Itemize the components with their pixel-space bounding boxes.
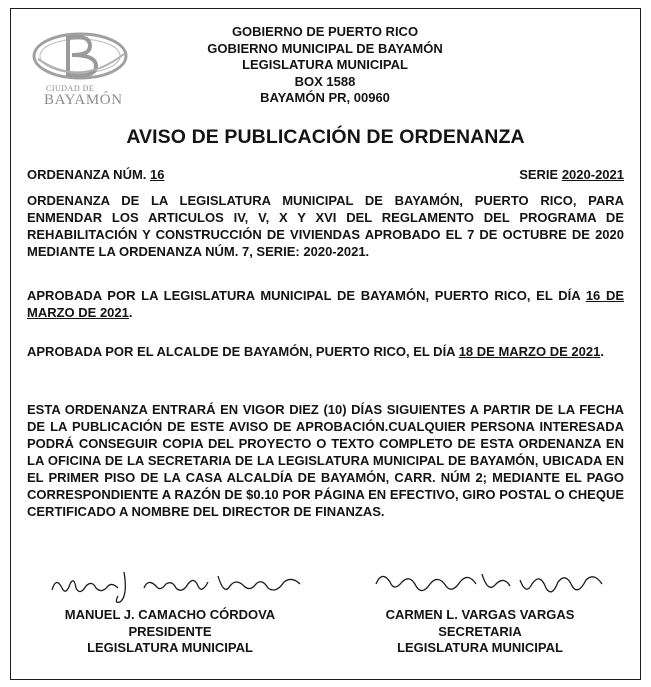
legislature-approval-end: . xyxy=(128,305,133,320)
secretary-role: SECRETARIA xyxy=(438,623,522,639)
president-handwritten-signature xyxy=(48,566,308,606)
logo-caption-small: CIUDAD DE xyxy=(46,84,95,93)
president-role: PRESIDENTE xyxy=(128,623,212,639)
ordinance-number-value: 16 xyxy=(150,167,165,182)
legislature-approval-date: 16 DE MARZO DE 2021 xyxy=(27,288,625,320)
secretary-name: CARMEN L. VARGAS VARGAS xyxy=(385,607,575,622)
header-line-4: BOX 1588 xyxy=(294,73,356,89)
ordinance-series-value: 2020-2021 xyxy=(561,167,624,182)
mayor-approval-end: . xyxy=(600,344,604,359)
secretary-handwritten-signature xyxy=(370,566,610,606)
secretary-signature-block xyxy=(350,607,610,657)
ordinance-number-label: ORDENANZA NÚM. xyxy=(27,167,151,182)
legislature-approval-text: APROBADA POR LA LEGISLATURA MUNICIPAL DE BAYAMÓN, PUERTO RICO, EL DÍA xyxy=(27,288,586,303)
header-line-5: BAYAMÓN PR, 00960 xyxy=(260,90,390,106)
mayor-approval xyxy=(27,343,624,360)
ordinance-series-label: SERIE xyxy=(519,167,562,182)
president-signature-block xyxy=(40,607,300,657)
ordinance-description: ORDENANZA DE LA LEGISLATURA MUNICIPAL DE BAYAMÓN, PUERTO RICO, PARA ENMENDAR LOS ARTICULOS IV, V, X Y XVI DEL REGLAMENTO DEL PROGRAMA DE REHABILITACIÓN Y CONSTRUCCIÓN DE VIVIENDAS APROBADO EL 7 DE OCTUBRE DE 2020 MEDIANTE LA ORDENANZA NÚM. 7, SERIE: 2020-2021. xyxy=(27,193,624,259)
notice-title: AVISO DE PUBLICACIÓN DE ORDENANZA xyxy=(126,126,525,148)
letterhead xyxy=(175,24,475,107)
mayor-approval-date: 18 DE MARZO DE 2021 xyxy=(458,344,601,359)
header-line-2: GOBIERNO MUNICIPAL DE BAYAMÓN xyxy=(207,40,443,56)
mayor-approval-text: APROBADA POR EL ALCALDE DE BAYAMÓN, PUERTO RICO, EL DÍA xyxy=(27,344,459,359)
header-line-3: LEGISLATURA MUNICIPAL xyxy=(242,57,408,73)
header-line-1: GOBIERNO DE PUERTO RICO xyxy=(231,24,419,39)
secretary-body: LEGISLATURA MUNICIPAL xyxy=(397,640,563,655)
effective-date-and-copies: ESTA ORDENANZA ENTRARÁ EN VIGOR DIEZ (10) DÍAS SIGUIENTES A PARTIR DE LA FECHA DE LA PUBLICACIÓN DE ESTE AVISO DE APROBACIÓN.CUALQUIER PERSONA INTERESADA PODRÁ CONSEGUIR COPIA DEL PROYECTO O TEXTO COMPLETO DE ESTA ORDENANZA EN LA OFICINA DE LA SECRETARIA DE LA LEGISLATURA MUNICIPAL DE BAYAMÓN, UBICADA EN EL PRIMER PISO DE LA CASA ALCALDÍA DE BAYAMÓN, CARR. NÚM 2; MEDIANTE EL PAGO CORRESPONDIENTE A RAZÓN DE $0.10 POR PÁGINA EN EFECTIVO, GIRO POSTAL O CHEQUE CERTIFICADO A NOMBRE DEL DIRECTOR DE FINANZAS. xyxy=(27,402,624,519)
ordinance-number xyxy=(27,167,164,182)
legislature-approval xyxy=(27,287,624,321)
ordinance-series xyxy=(519,167,624,182)
president-body: LEGISLATURA MUNICIPAL xyxy=(87,640,253,655)
bayamon-logo xyxy=(28,26,134,112)
president-name: MANUEL J. CAMACHO CÓRDOVA xyxy=(64,607,276,622)
logo-caption-city: BAYAMÓN xyxy=(44,92,123,108)
